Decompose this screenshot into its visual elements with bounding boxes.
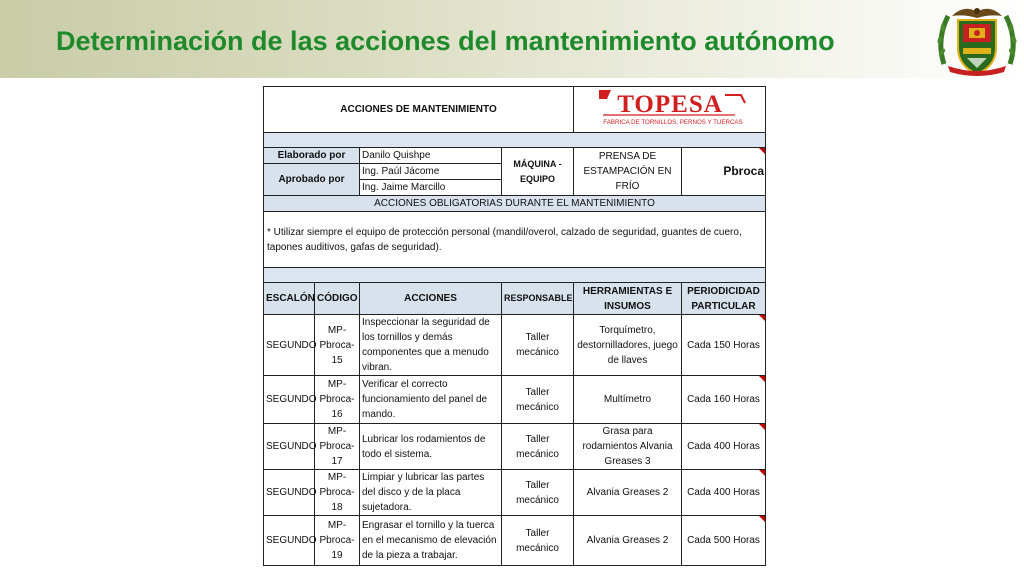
table-row (264, 424, 766, 470)
row-herramientas: Alvania Greases 2 (574, 516, 682, 566)
row-codigo: MP-Pbroca-15 (315, 315, 360, 376)
row-responsable: Taller mecánico (502, 315, 574, 376)
table-row (264, 376, 766, 424)
table-row (264, 315, 766, 376)
row-responsable: Taller mecánico (502, 424, 574, 470)
row-responsable: Taller mecánico (502, 376, 574, 424)
row-periodicidad: Cada 160 Horas (682, 376, 766, 424)
row-escalon: SEGUNDO (264, 470, 315, 516)
row-accion: Verificar el correcto funcionamiento del panel de mando. (360, 376, 502, 424)
logo-tagline-text: FABRICA DE TORNILLOS, PERNOS Y TUERCAS (602, 119, 743, 126)
slide-title: Determinación de las acciones del mantenimiento autónomo (56, 26, 835, 56)
col-header-responsable: RESPONSABLE (502, 283, 574, 315)
row-periodicidad: Cada 400 Horas (682, 424, 766, 470)
elaborado-label: Elaborado por (264, 148, 360, 164)
row-codigo: MP-Pbroca-18 (315, 470, 360, 516)
col-header-escalon: ESCALÓN (264, 283, 315, 315)
table-row (264, 516, 766, 566)
row-herramientas: Grasa para rodamientos Alvania Greases 3 (574, 424, 682, 470)
aprobado-name-1: Ing. Paúl Jácome (360, 164, 502, 180)
row-escalon: SEGUNDO (264, 315, 315, 376)
logo-brand-text: TOPESA (616, 91, 723, 118)
spacer-row (264, 268, 766, 283)
aprobado-name-2: Ing. Jaime Marcillo (360, 180, 502, 196)
row-codigo: MP-Pbroca-16 (315, 376, 360, 424)
topesa-logo-icon (585, 87, 755, 127)
coat-of-arms-icon (934, 2, 1020, 78)
row-periodicidad: Cada 150 Horas (682, 315, 766, 376)
aprobado-label: Aprobado por (264, 164, 360, 196)
row-responsable: Taller mecánico (502, 516, 574, 566)
row-codigo: MP-Pbroca-19 (315, 516, 360, 566)
elaborado-name: Danilo Quishpe (360, 148, 502, 164)
row-escalon: SEGUNDO (264, 376, 315, 424)
row-accion: Engrasar el tornillo y la tuerca en el mecanismo de elevación de la pieza a trabajar. (360, 516, 502, 566)
row-responsable: Taller mecánico (502, 470, 574, 516)
row-periodicidad: Cada 400 Horas (682, 470, 766, 516)
row-herramientas: Alvania Greases 2 (574, 470, 682, 516)
row-herramientas: Multímetro (574, 376, 682, 424)
spacer-row (264, 133, 766, 148)
obligatory-text: * Utilizar siempre el equipo de protección personal (mandil/overol, calzado de seguridad, guantes de cuero, tapones auditivos, gafas de seguridad). (264, 212, 766, 268)
col-header-codigo: CÓDIGO (315, 283, 360, 315)
machine-label: MÁQUINA - EQUIPO (502, 148, 574, 196)
table-row (264, 470, 766, 516)
row-codigo: MP-Pbroca-17 (315, 424, 360, 470)
row-herramientas: Torquímetro, destornilladores, juego de llaves (574, 315, 682, 376)
col-header-periodicidad: PERIODICIDAD PARTICULAR (682, 283, 766, 315)
row-escalon: SEGUNDO (264, 424, 315, 470)
row-periodicidad: Cada 500 Horas (682, 516, 766, 566)
row-accion: Limpiar y lubricar las partes del disco y de la placa sujetadora. (360, 470, 502, 516)
obligatory-header: ACCIONES OBLIGATORIAS DURANTE EL MANTENIMIENTO (264, 196, 766, 212)
row-accion: Inspeccionar la seguridad de los tornillos y demás componentes que a menudo vibran. (360, 315, 502, 376)
maintenance-actions-table (263, 86, 766, 566)
col-header-herramientas: HERRAMIENTAS E INSUMOS (574, 283, 682, 315)
company-logo (574, 87, 766, 133)
row-accion: Lubricar los rodamientos de todo el sistema. (360, 424, 502, 470)
row-escalon: SEGUNDO (264, 516, 315, 566)
sheet-title: ACCIONES DE MANTENIMIENTO (264, 87, 574, 133)
machine-code: Pbroca (682, 148, 766, 196)
machine-name: PRENSA DE ESTAMPACIÓN EN FRÍO (574, 148, 682, 196)
col-header-acciones: ACCIONES (360, 283, 502, 315)
